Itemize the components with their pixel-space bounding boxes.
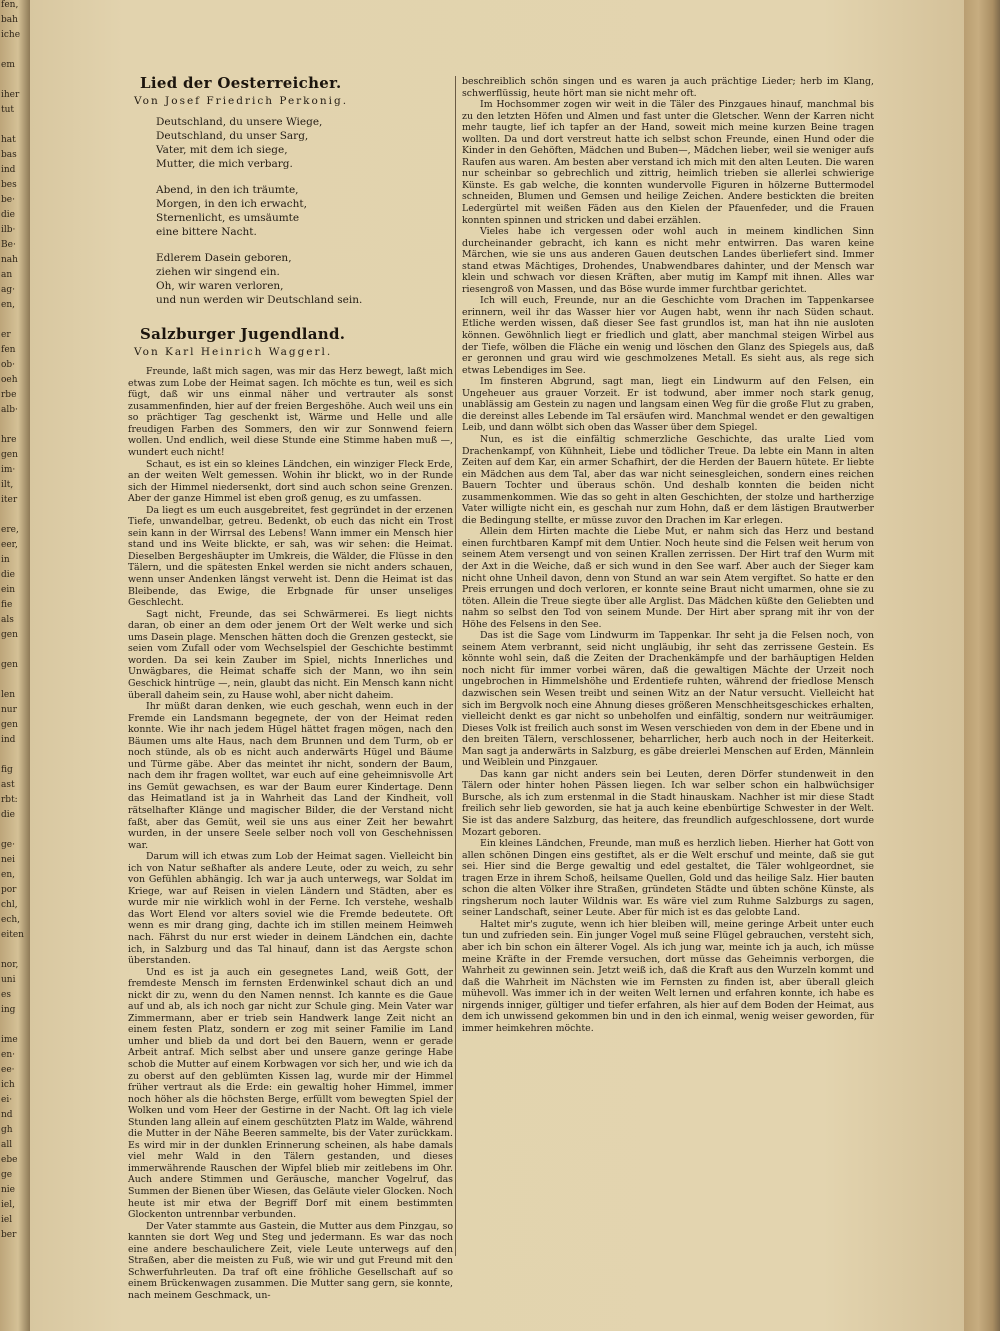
gutter-fragment: ing (1, 1005, 16, 1015)
gutter-fragment (0, 675, 30, 690)
gutter-fragment: em (1, 60, 15, 70)
gutter-fragment: iher (1, 90, 20, 100)
gutter-fragment: rbt: (1, 795, 18, 805)
gutter-fragment: gen (1, 720, 18, 730)
gutter-fragment: tut (1, 105, 15, 115)
gutter-fragment: ebe (1, 1155, 18, 1165)
gutter-fragment (0, 45, 30, 60)
gutter-fragment: in (1, 555, 10, 565)
binding-edge (964, 0, 1000, 1331)
poem-line: Sternenlicht, es umsäumte (156, 212, 300, 225)
gutter-fragment: ag· (1, 285, 15, 295)
article-text-left (128, 366, 453, 1301)
paragraph: Allein dem Hirten machte die Liebe Mut, er nahm sich das Herz und bestand einen furchtbaren Kampf mit dem Untier. Noch heute sind die Felsen weit herum von seinem Atem versengt und von seinen Krallen zerrissen. Der Hirt traf den Wurm mit der Axt in die Weiche, daß er sich wund in den See warf. Aber auch der Sieger kam nicht ohne Unheil davon, denn von Stund an war sein Atem vergiftet. So hatte er den Preis errungen und doch verloren, er konnte seine Braut nicht umarmen, ohne sie zu töten. Allein die Treue siegte über alle Arglist. Das Mädchen küßte den Geliebten und nahm so selbst den Tod von seinem Munde. Der Hirt aber sprang mit ihr von der Höhe des Felsens in den See. (462, 526, 874, 630)
paragraph: Das ist die Sage vom Lindwurm im Tappenkar. Ihr seht ja die Felsen noch, von seinem Atem verbrannt, seid nicht ungläubig, ihr seht das zerrissene Gestein. Es könnte wohl sein, daß die Zeiten der Drachenkämpfe und der barhäuptigen Helden noch nicht für immer vorbei wären, daß die gewaltigen Mächte der Urzeit noch ungebrochen in Himmelshöhe und Erdentiefe ruhten, während der friedlose Mensch dazwischen sein Wesen treibt und seinen Witz an der Natur versucht. Vielleicht hat sich im Bergvolk noch eine Ahnung dieses größeren Menschheitsgeschickes erhalten, vielleicht denkt es gar nicht so unbeholfen und einfältig, sondern nur weiträumiger. Dieses Volk ist freilich auch sonst im Wesen verschieden von dem in der Ebene und in den breiten Tälern, verschlossener, beharrlicher, herb auch noch in der Heiterkeit. Man sagt ja anderwärts in Salzburg, es gäbe dreierlei Menschen auf Erden, Männlein und Weiblein und Pinzgauer. (462, 630, 874, 769)
gutter-fragment: bah (1, 15, 18, 25)
paragraph: Ihr müßt daran denken, wie euch geschah, wenn euch in der Fremde ein Landsmann begegnete, der von der Heimat reden konnte. Wie ihr nach jedem Hügel hättet fragen mögen, nach den Bäumen ums alte Haus, nach dem Brunnen und dem Turm, ob er noch stünde, als ob es nicht auch anderwärts Hügel und Bäume und Türme gäbe. Aber das meintet ihr nicht, sondern der Baum, nach dem ihr fragen wolltet, war euch auf eine geheimnisvolle Art ins Gemüt gewachsen, es war der Baum eurer Kindertage. Denn das Heimatland ist ja in Wahrheit das Land der Kindheit, voll rätselhafter Klänge und magischer Bilder, die der Verstand nicht faßt, aber das Gemüt, weil sie uns aus einer Zeit her bewahrt wurden, in der unsere Seele selber noch voll von Geschehnissen war. (128, 701, 453, 851)
gutter-fragment: ech, (1, 915, 21, 925)
gutter-fragment: uni (1, 975, 16, 985)
gutter-fragment: gh (1, 1125, 13, 1135)
gutter-fragment: fie (1, 600, 13, 610)
poem-line: Vater, mit dem ich siege, (156, 144, 288, 157)
paragraph: Vieles habe ich vergessen oder wohl auch in meinem kindlichen Sinn durcheinander gebracht, ich kann es nicht mehr entwirren. Das waren keine Märchen, wie sie uns aus anderen Gauen deutschen Landes überliefert sind. Immer stand etwas Mächtiges, Drohendes, Unabwendbares dahinter, und der Mensch war klein und schwach vor diesen Kräften, aber mutig im Kampf mit ihnen. Alles war riesengroß von Massen, und das Böse wurde immer furchtbar gerichtet. (462, 226, 874, 295)
gutter-fragment: oeh (1, 375, 18, 385)
paragraph: Darum will ich etwas zum Lob der Heimat sagen. Vielleicht bin ich von Natur seßhafter als andere Leute, oder zu weich, zu sehr von Gefühlen abhängig. Ich war ja auch unterwegs, war Soldat im Kriege, war auf Reisen in vielen Ländern und Städten, aber es wurde mir nie wirklich wohl in der Ferne. Ich verstehe, weshalb das Wort Elend vor alters soviel wie die Fremde bedeutete. Oft wenn es mir drang ging, dachte ich im stillen meinem Heimweh nach. Fährst du nur erst wieder in deinem Ländchen ein, dachte ich, in Salzburg und das Tal hinauf, dann ist das Aergste schon überstanden. (128, 851, 453, 967)
gutter-fragment: als (1, 615, 14, 625)
gutter-fragment: be· (1, 195, 15, 205)
gutter-fragment (0, 510, 30, 525)
gutter-fragment: hre (1, 435, 17, 445)
gutter-fragment: die (1, 570, 15, 580)
paragraph: Der Vater stammte aus Gastein, die Mutter aus dem Pinzgau, so kannten sie dort Weg und Steg und jedermann. Es war das noch eine andere beschaulichere Zeit, viele Leute unterwegs auf den Straßen, aber die meisten zu Fuß, wie wir und gut Freund mit den Schwerfuhrleuten. Da traf oft eine fröhliche Gesellschaft auf so einem Brückenwagen zusammen. Die Mutter sang gern, sie konnte, nach meinem Geschmack, un- (128, 1220, 453, 1301)
gutter-fragment (0, 645, 30, 660)
gutter-fragment: fen (1, 345, 16, 355)
gutter-fragment: iter (1, 495, 18, 505)
gutter-fragment: hat (1, 135, 16, 145)
poem-stanza (156, 115, 453, 171)
gutter-fragment: bes (1, 180, 17, 190)
poem-line: ziehen wir singend ein. (156, 266, 280, 279)
poem-line: Oh, wir waren verloren, (156, 280, 284, 293)
gutter-fragment: en, (1, 300, 15, 310)
gutter-fragment: nei (1, 855, 16, 865)
gutter-fragment: ast (1, 780, 15, 790)
gutter-fragment: fen, (1, 0, 19, 10)
gutter-fragment (0, 420, 30, 435)
paragraph: Im Hochsommer zogen wir weit in die Täler des Pinzgaues hinauf, manchmal bis zu den letzten Höfen und Almen und fast unter die Gletscher. Wenn der Karren nicht mehr taugte, lief ich tapfer an der Hand, soweit mich meine kurzen Beine tragen wollten. Da und dort verstreut hatte ich selbst schon Freunde, einen Hund oder die Kinder in den Gehöften, Mädchen und Buben—, Mädchen lieber, weil sie weniger aufs Raufen aus waren. Am besten aber verstand ich mich mit den alten Leuten. Die waren nur scheinbar so gebrechlich und zittrig, heimlich trieben sie allerlei schwierige Künste. Es gab welche, die konnten wundervolle Figuren in hölzerne Buttermodel schneiden, Blumen und Gemsen und heilige Zeichen. Andere bestickten die breiten Ledergürtel mit weißen Fäden aus den Kielen der Pfauenfeder, und die Frauen konnten spinnen und stricken und dabei erzählen. (462, 99, 874, 226)
gutter-fragment: nah (1, 255, 18, 265)
article-byline: Von Karl Heinrich Waggerl. (134, 345, 333, 358)
gutter-fragment: ber (1, 1230, 17, 1240)
gutter-fragment: en· (1, 1050, 15, 1060)
poem-line: Edlerem Dasein geboren, (156, 252, 292, 265)
poem-line: Abend, in den ich träumte, (156, 184, 299, 197)
paragraph: Freunde, laßt mich sagen, was mir das Herz bewegt, laßt mich etwas zum Lobe der Heimat sagen. Ich möchte es tun, weil es sich fügt, daß wir uns einmal näher und vertrauter als sonst zusammenfinden, hier auf der freien Bergeshöhe. Auch weil uns ein so prächtiger Tag geschenkt ist, Wärme und Helle und alle freudigen Farben des Sommers, den wir zur Sonnwend feiern wollen. Und endlich, weil diese Stunde eine Stimme haben muß —, wundert euch nicht! (128, 366, 453, 459)
gutter-fragment (0, 120, 30, 135)
gutter-fragment: rbe (1, 390, 17, 400)
column-rule (455, 76, 456, 1256)
gutter-fragment: gen (1, 450, 18, 460)
paragraph: Ein kleines Ländchen, Freunde, man muß es herzlich lieben. Hierher hat Gott von allen schönen Dingen eins gestiftet, als er die Welt erschuf und meinte, daß sie gut sei. Hier sind die Berge gewaltig und edel gestaltet, die Täler wohlgeordnet, sie tragen Erze in ihrem Schoß, heilsame Quellen, Gold und das heilige Salz. Hier bauten schon die alten Völker ihre Straßen, gründeten Städte und übten schöne Künste, als ringsherum noch lauter Wildnis war. Es wäre viel zum Ruhme Salzburgs zu sagen, seiner Landschaft, seiner Leute. Aber für mich ist es das gelobte Land. (462, 838, 874, 919)
gutter-fragment: iel, (1, 1200, 15, 1210)
gutter-fragment: die (1, 210, 15, 220)
poem-body (156, 115, 453, 307)
gutter-fragment (0, 315, 30, 330)
gutter-fragment: ime (1, 1035, 18, 1045)
gutter-fragment: fig (1, 765, 13, 775)
gutter-fragment: eer, (1, 540, 18, 550)
gutter-fragment: ge· (1, 840, 15, 850)
gutter-fragment: nie (1, 1185, 16, 1195)
gutter-fragment: gen (1, 630, 18, 640)
poem-stanza (156, 251, 453, 307)
gutter-fragment (0, 945, 30, 960)
gutter-fragment: alb· (1, 405, 18, 415)
gutter-fragment: chl, (1, 900, 18, 910)
gutter-fragment: an (1, 270, 13, 280)
gutter-fragment: all (1, 1140, 13, 1150)
paragraph: Ich will euch, Freunde, nur an die Geschichte vom Drachen im Tappenkarsee erinnern, weil ihr das Wasser hier vor Augen habt, wenn ihr nach Süden schaut. Etliche werden wissen, daß dieser See fast grundlos ist, man hat ihn nie ausloten können. Gewöhnlich liegt er friedlich und glatt, aber manchmal steigen Wirbel aus der Tiefe, wölben die Fläche ein wenig und löschen den Glanz des Spiegels aus, daß er geronnen und grau wird wie geschmolzenes Metall. Es sieht aus, als rege sich etwas Lebendiges im See. (462, 295, 874, 376)
paragraph: Das kann gar nicht anders sein bei Leuten, deren Dörfer stundenweit in den Tälern oder hinter hohen Pässen liegen. Ich war selber schon ein halbwüchsiger Bursche, als ich zum erstenmal in die Stadt hinauskam. Nachher ist mir diese Stadt freilich sehr lieb geworden, sie hat ja auch keine ebenbürtige Schwester in der Welt. Sie ist das andere Salzburg, das heitere, das freundlich aufgeschlossene, dort wurde Mozart geboren. (462, 768, 874, 838)
poem-stanza (156, 183, 453, 239)
gutter-fragment: ere, (1, 525, 19, 535)
gutter-fragment: gen (1, 660, 18, 670)
poem-line: und nun werden wir Deutschland sein. (156, 294, 363, 307)
paragraph: Sagt nicht, Freunde, das sei Schwärmerei. Es liegt nichts daran, ob einer an dem oder jenem Ort der Welt werke und sich ums Dasein plage. Menschen hätten doch die Grenzen gesteckt, sie seien vom Zufall oder vom Wechselspiel der Geschichte bestimmt worden. Da sei kein Zauber im Spiel, nichts Innerliches und Unwägbares, die Heimat schaffe sich der Mann, wo ihn sein Geschick hintrüge —, nein, glaubt das nicht. Ein Mensch kann nicht überall daheim sein, zu Hause wohl, aber nicht daheim. (128, 608, 453, 701)
paragraph: Und es ist ja auch ein gesegnetes Land, weiß Gott, der fremdeste Mensch im fernsten Erdenwinkel schaut dich an und nickt dir zu, wenn du den Namen nennst. Ich kannte es die Gaue auf und ab, als ich noch gar nicht zur Schule ging. Mein Vater war Zimmermann, aber er trieb sein Handwerk lange Zeit nicht an einem festen Platz, sondern er zog mit seiner Familie im Land umher und blieb da und dort bei den Bauern, wenn er gerade Arbeit antraf. Mich selbst aber und unsere ganze geringe Habe schob die Mutter auf einem Korbwagen vor sich her, und wie ich da zu oberst auf den geblümten Kissen lag, wurde mir der Himmel früher vertraut als die Erde: ein gewaltig hoher Himmel, immer noch höher als die höchsten Berge, erfüllt vom bewegten Spiel der Wolken und vom Heer der Gestirne in der Nacht. Oft lag ich viele Stunden lang allein auf einem geschützten Platz im Walde, während die Mutter in der Nähe Beeren sammelte, bis der Vater zurückkam. Es wird mir in der dunklen Erinnerung scheinen, als habe damals viel mehr Wald in den Tälern gestanden, und dieses immerwährende Rauschen der Wipfel blieb mir zeitlebens im Ohr. Auch andere Stimmen und Geräusche, mancher Vogelruf, das Summen der Bienen über Wiesen, das Geläute vieler Glocken. Noch heute ist mir etwa der Begriff Dorf mit einem bestimmten Glockenton untrennbar verbunden. (128, 966, 453, 1221)
poem-line: Morgen, in den ich erwacht, (156, 198, 307, 211)
poem-line: Deutschland, du unsere Wiege, (156, 116, 323, 129)
paragraph: Da liegt es um euch ausgebreitet, fest gegründet in der erzenen Tiefe, unwandelbar, getreu. Bedenkt, ob euch das nicht ein Trost sein kann in der Wirrsal des Lebens! Wann immer ein Mensch hier stand und ins Weite blickte, er sah, was wir sehen: die Heimat. Dieselben Bergeshäupter im Umkreis, die Wälder, die Flüsse in den Tälern, und die spätesten Enkel werden sie nicht anders schauen, wenn unser Andenken längst verweht ist. Denn die Heimat ist das Bleibende, das Ewige, die Erbgnade für unser unseliges Geschlecht. (128, 504, 453, 609)
poem-line: Mutter, die mich verbarg. (156, 158, 293, 171)
paragraph: beschreiblich schön singen und es waren ja auch prächtige Lieder; herb im Klang, schwerflüssig, heute hört man sie nicht mehr oft. (462, 76, 874, 99)
gutter-fragment (0, 75, 30, 90)
gutter-fragment: Be· (1, 240, 16, 250)
gutter-fragment (0, 825, 30, 840)
gutter-fragment: ob· (1, 360, 16, 370)
gutter-fragment: es (1, 990, 11, 1000)
article-title: Salzburger Jugendland. (140, 325, 346, 344)
gutter-fragment: er (1, 330, 11, 340)
gutter-fragment: nor, (1, 960, 19, 970)
paragraph: Im finsteren Abgrund, sagt man, liegt ein Lindwurm auf den Felsen, ein Ungeheuer aus grauer Vorzeit. Er ist todwund, aber immer noch stark genug, unablässig am Gestein zu nagen und langsam einen Weg für die große Flut zu graben, die dereinst alles Lebende im Tal ersäufen wird. Manchmal wendet er den gewaltigen Leib, und dann wölbt sich oben das Wasser über dem Spiegel. (462, 376, 874, 434)
paragraph: Haltet mir's zugute, wenn ich hier bleiben will, meine geringe Arbeit unter euch tun und zufrieden sein. Ein junger Vogel muß seine Flügel gebrauchen, versteht sich, aber ich bin schon ein älterer Vogel. Als ich jung war, meinte ich ja auch, ich müsse meine Kräfte in der Fremde versuchen, dort müsse das Geheimnis verborgen, die Wahrheit zu gewinnen sein. Jetzt weiß ich, daß die Kraft aus den Wurzeln kommt und daß die Wahrheit im Nächsten wie im Fernsten zu finden ist, aber überall gleich mühevoll. Was immer ich in der weiten Welt lernen und erfahren konnte, ich habe es nirgends inniger, gültiger und tiefer erfahren, als hier auf dem Boden der Heimat, aus dem ich unwissend gekommen bin und in den ich einmal, wenig weiser geworden, für immer heimkehren möchte. (462, 918, 874, 1034)
paragraph: Schaut, es ist ein so kleines Ländchen, ein winziger Fleck Erde, an der weiten Welt gemessen. Wohin ihr blickt, wo in der Runde sich der Himmel niedersenkt, dort sind auch schon seine Grenzen. Aber der ganze Himmel ist eben groß genug, es zu umfassen. (128, 458, 453, 505)
gutter-fragment: ein (1, 585, 16, 595)
gutter-fragment: die (1, 810, 15, 820)
paragraph: Nun, es ist die einfältig schmerzliche Geschichte, das uralte Lied vom Drachenkampf, von Kühnheit, Liebe und tödlicher Treue. Da lebte ein Mann in alten Zeiten auf dem Kar, ein armer Schafhirt, der die Herden der Bauern hütete. Er liebte ein Mädchen aus dem Tal, aber das war nicht seinesgleichen, sondern eines reichen Bauern Tochter und überaus schön. Und deshalb konnten die beiden nicht zusammenkommen. Wie das so geht in alten Geschichten, der stolze und hartherzige Vater willigte nicht ein, es geschah nur zum Hohn, daß er dem lästigen Brautwerber die Bedingung stellte, er müsse zuvor den Drachen im Kar erlegen. (462, 433, 874, 526)
gutter-fragment: eiten (1, 930, 24, 940)
gutter-fragment: ee· (1, 1065, 15, 1075)
gutter-fragment: iel (1, 1215, 13, 1225)
left-column (128, 70, 453, 1301)
gutter-fragment: bas (1, 150, 17, 160)
gutter-fragment: ich (1, 1080, 15, 1090)
previous-page-edge (0, 0, 30, 1331)
gutter-fragment (0, 750, 30, 765)
gutter-fragment: ind (1, 735, 16, 745)
gutter-fragment: ge (1, 1170, 13, 1180)
newspaper-page (30, 0, 964, 1331)
gutter-fragment: ind (1, 165, 16, 175)
right-column (462, 76, 874, 1276)
gutter-fragment: nur (1, 705, 17, 715)
gutter-fragment: len (1, 690, 16, 700)
gutter-fragment: ilb· (1, 225, 16, 235)
gutter-fragment: iche (1, 30, 21, 40)
poem-byline: Von Josef Friedrich Perkonig. (134, 94, 349, 107)
gutter-fragment: ilt, (1, 480, 14, 490)
gutter-fragment: ei· (1, 1095, 13, 1105)
poem-line: eine bittere Nacht. (156, 226, 257, 239)
gutter-fragment (0, 1020, 30, 1035)
poem-line: Deutschland, du unser Sarg, (156, 130, 309, 143)
gutter-fragment: im· (1, 465, 16, 475)
gutter-fragment: nd (1, 1110, 13, 1120)
gutter-fragment: por (1, 885, 17, 895)
gutter-fragment: en, (1, 870, 15, 880)
poem-title: Lied der Oesterreicher. (140, 74, 342, 92)
